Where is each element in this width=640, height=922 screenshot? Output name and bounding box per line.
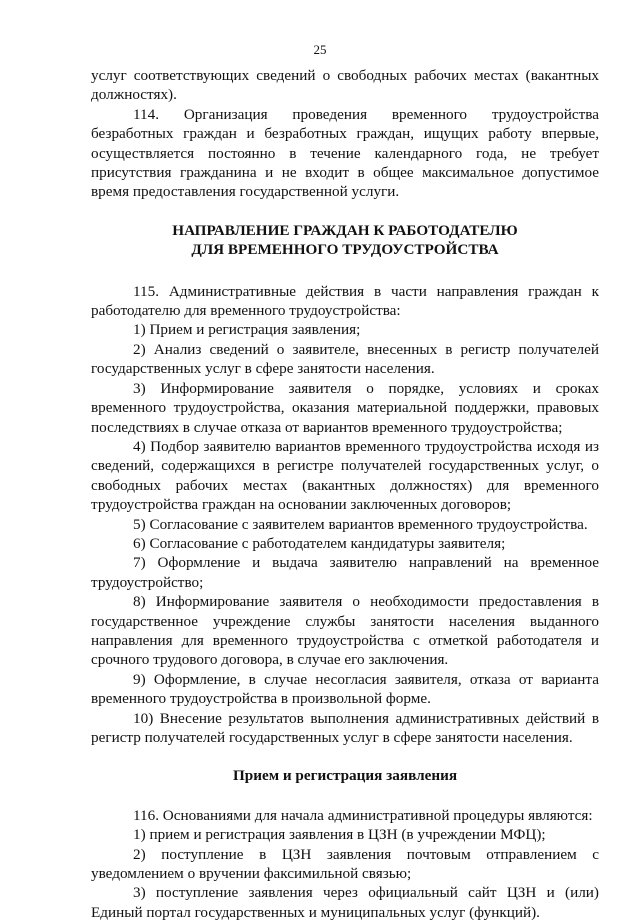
paragraph: 115. Административные действия в части направления граждан к работодателю для временного трудоустройства: <box>91 282 599 320</box>
list-item: 9) Оформление, в случае несогласия заявителя, отказа от варианта временного трудоустройства в произвольной форме. <box>91 670 599 708</box>
paragraph: 114. Организация проведения временного трудоустройства безработных граждан и безработных граждан, ищущих работу впервые, осуществляется постоянно в течение календарного года, не требует присутствия гражданина и не входит в общее максимальное допустимое время предоставления государственной услуги. <box>91 105 599 201</box>
paragraph: 116. Основаниями для начала административной процедуры являются: <box>133 806 593 824</box>
list-item: 8) Информирование заявителя о необходимости предоставления в государственное учреждение службы занятости населения выданного направления для временного трудоустройства с отметкой работодателя и срочного трудового договора, в случае его заключения. <box>91 593 599 669</box>
list-item: 5) Согласование с заявителем вариантов временного трудоустройства. <box>133 515 588 533</box>
list-item: 6) Согласование с работодателем кандидатуры заявителя; <box>133 534 506 552</box>
paragraph: услуг соответствующих сведений о свободных рабочих местах (вакантных должностях). <box>91 67 599 104</box>
list-item: 3) поступление заявления через официальный сайт ЦЗН и (или) Единый портал государственных и муниципальных услуг (функций). <box>91 884 599 921</box>
page-number: 25 <box>313 42 327 57</box>
section-heading <box>91 221 599 260</box>
list-item: 2) поступление в ЦЗН заявления почтовым отправлением с уведомлением о вручении факсимильной связью; <box>91 845 599 883</box>
list-item: 1) Прием и регистрация заявления; <box>133 321 361 339</box>
list-item: 10) Внесение результатов выполнения административных действий в регистр получателей государственных услуг в сфере занятости населения. <box>91 709 599 746</box>
subsection-heading: Прием и регистрация заявления <box>232 767 458 785</box>
list-item: 4) Подбор заявителю вариантов временного трудоустройства исходя из сведений, содержащихся в регистре получателей государственных услуг, о свободных рабочих местах (вакантных должностях) для временного трудоустройства граждан на основании заключенных договоров; <box>91 437 599 514</box>
section-heading-line: НАПРАВЛЕНИЕ ГРАЖДАН К РАБОТОДАТЕЛЮ <box>172 221 518 239</box>
list-item: 3) Информирование заявителя о порядке, условиях и сроках временного трудоустройства, оказания материальной поддержки, правовых последствиях в случае отказа от вариантов временного трудоустройства; <box>91 379 599 436</box>
document-body <box>91 66 599 922</box>
list-item: 1) прием и регистрация заявления в ЦЗН (в учреждении МФЦ); <box>133 826 546 844</box>
list-item: 2) Анализ сведений о заявителе, внесенных в регистр получателей государственных услуг в сфере занятости населения. <box>91 340 599 378</box>
list-item: 7) Оформление и выдача заявителю направлений на временное трудоустройство; <box>91 554 599 591</box>
section-heading-line: ДЛЯ ВРЕМЕННОГО ТРУДОУСТРОЙСТВА <box>191 241 499 259</box>
